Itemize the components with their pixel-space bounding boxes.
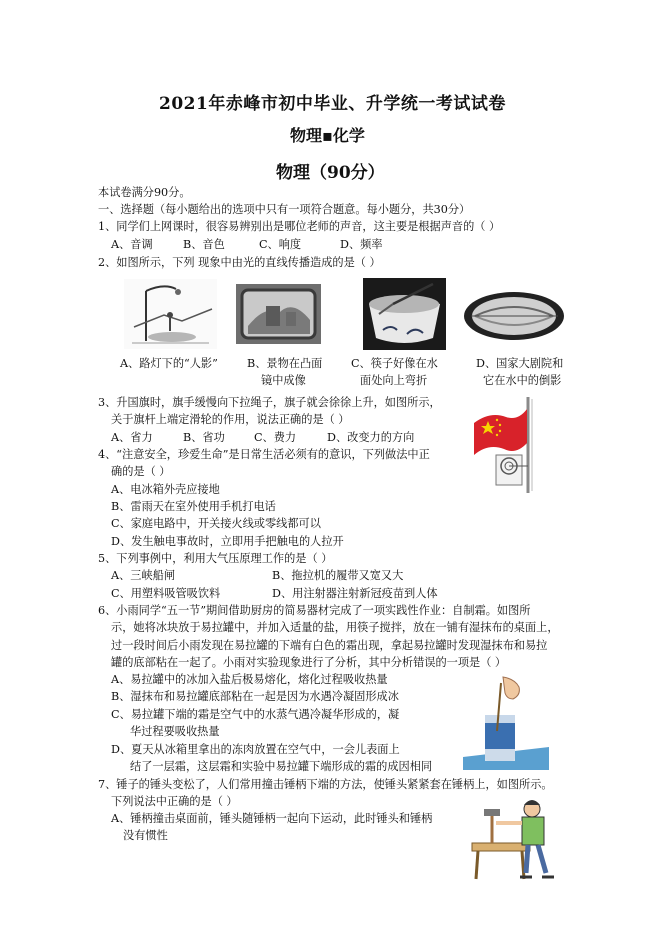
q5-stem: 5、下列事例中，利用大气压原理工作的是（ ）: [98, 552, 333, 565]
q6-stem-line4: 罐的底部粘在一起了。小雨对实验现象进行了分析，其中分析错误的一项是（ ）: [111, 656, 507, 669]
q2-option-d-line2: 它在水中的倒影: [483, 374, 562, 387]
q1-option-b: B、音色: [183, 238, 225, 251]
q2-option-a: A、路灯下的“人影”: [120, 357, 218, 370]
full-score-note: 本试卷满分90分。: [98, 186, 191, 199]
frost-can-image: [463, 675, 549, 770]
page-title: 2021年赤峰市初中毕业、升学统一考试试卷: [159, 94, 506, 114]
q6-option-d-line2: 结了一层霜，这层霜和实验中易拉罐下端形成的霜的成因相同: [130, 760, 433, 773]
subject-title: 物理▪化学: [290, 126, 365, 145]
q6-stem-line2: 示，她将冰块放于易拉罐中，并加入适量的盐，用筷子搅拌，放在一铺有湿抹布的桌面上，: [111, 621, 559, 634]
q2-option-c-line2: 面处向上弯折: [360, 374, 428, 387]
q7-stem-line2: 下列说法中正确的是（ ）: [111, 795, 238, 808]
q7-option-a-line2: 没有惯性: [123, 829, 168, 842]
q3-stem-line2: 关于旗杆上端定滑轮的作用，说法正确的是（ ）: [111, 413, 350, 426]
q4-stem-line2: 确的是（ ）: [111, 465, 171, 478]
part1-heading: 一、选择题（每小题给出的选项中只有一项符合题意。每小题分，共30分）: [98, 203, 471, 216]
q7-stem-line1: 7、锤子的锤头变松了，人们常用撞击锤柄下端的方法，使锤头紧紧套在锤柄上，如图所示。: [98, 778, 553, 791]
q2-option-b-line1: B、景物在凸面: [247, 357, 323, 370]
q1-option-c: C、响度: [259, 238, 302, 251]
q6-option-c-line1: C、易拉罐下端的霜是空气中的水蒸气遇冷凝华形成的，凝: [111, 708, 400, 721]
q5-option-b: B、拖拉机的履带又宽又大: [272, 569, 404, 582]
q5-option-a: A、三峡船闸: [111, 569, 176, 582]
q4-option-d: D、发生触电事故时，立即用手把触电的人拉开: [111, 535, 344, 548]
q6-option-c-line2: 华过程要吸收热量: [130, 725, 220, 738]
q3-option-a: A、省力: [111, 431, 153, 444]
chopsticks-in-bowl-image: [363, 278, 446, 350]
q3-option-d: D、改变力的方向: [327, 431, 415, 444]
section-title: 物理（90分）: [276, 163, 385, 183]
q2-stem: 2、如图所示，下列 现象中由光的直线传播造成的是（ ）: [98, 256, 381, 269]
flag-pulley-image: [470, 395, 548, 493]
q6-option-b: B、湿抹布和易拉罐底部粘在一起是因为水遇冷凝固形成冰: [111, 690, 399, 703]
q1-stem: 1、同学们上网课时，很容易辨别出是哪位老师的声音，这主要是根据声音的（ ）: [98, 220, 501, 233]
q1-option-d: D、频率: [340, 238, 383, 251]
q4-option-c: C、家庭电路中，开关接火线或零线都可以: [111, 517, 321, 530]
q3-option-b: B、省功: [183, 431, 225, 444]
q6-stem-line1: 6、小雨同学“五一节”期间借助厨房的简易器材完成了一项实践性作业：自制霜。如图所: [98, 604, 531, 617]
q2-option-d-line1: D、国家大剧院和: [476, 357, 564, 370]
q5-option-d: D、用注射器注射新冠疫苗到人体: [272, 587, 438, 600]
convex-mirror-image: [236, 284, 321, 344]
hammer-bench-image: [470, 793, 562, 883]
q1-option-a: A、音调: [111, 238, 153, 251]
q4-stem-line1: 4、“注意安全，珍爱生命”是日常生活必须有的意识，下列做法中正: [98, 448, 430, 461]
national-theatre-reflection-image: [463, 290, 566, 342]
q3-stem-line1: 3、升国旗时，旗手缓慢向下拉绳子，旗子就会徐徐上升，如图所示，: [98, 396, 441, 409]
q2-option-c-line1: C、筷子好像在水: [351, 357, 438, 370]
q6-stem-line3: 过一段时间后小雨发现在易拉罐的下端有白色的霜出现，拿起易拉罐时发现湿抹布和易拉: [111, 639, 548, 652]
q7-option-a-line1: A、锤柄撞击桌面前，锤头随锤柄一起向下运动，此时锤头和锤柄: [111, 812, 433, 825]
q5-option-c: C、用塑料吸管吸饮料: [111, 587, 221, 600]
q6-option-d-line1: D、夏天从冰箱里拿出的冻肉放置在空气中，一会儿表面上: [111, 743, 400, 756]
q4-option-a: A、电冰箱外壳应接地: [111, 483, 220, 496]
q4-option-b: B、雷雨天在室外使用手机打电话: [111, 500, 276, 513]
q3-option-c: C、费力: [254, 431, 297, 444]
q6-option-a: A、易拉罐中的冰加入盐后极易熔化，熔化过程吸收热量: [111, 673, 388, 686]
streetlight-shadow-image: [124, 279, 217, 349]
q2-option-b-line2: 镜中成像: [261, 374, 306, 387]
